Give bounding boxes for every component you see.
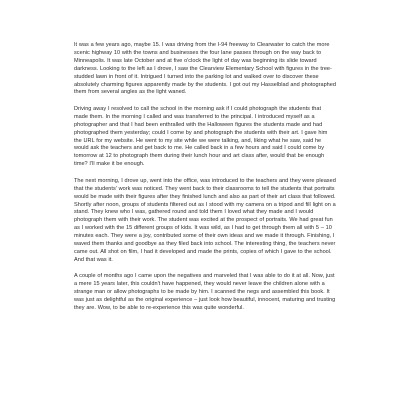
text-column [74, 42, 336, 321]
paragraph-4: A couple of months ago I came upon the negatives and marveled that I was able to do it at all. Now, just a mere 15 years later, this couldn't have happened, they would never leave the children alone with a strange man or allow photographs to be made by him. I scanned the negs and assembled this book. It was just as delightful as the original experience – just look how beautiful, innocent, maturing and trusting they are. Wow, to be able to re-experience this was quite wonderful. [74, 273, 336, 311]
paragraph-2: Driving away I resolved to call the school in the morning ask if I could photograph the students that made them. In the morning I called and was transferred to the principal. I introduced myself as a photographer and that I had been enthralled with the Halloween figures the students made and had photographed them yesterday; could I come by and photograph the students with their art. I gave him the URL for my website. He went to my site while we were talking, and, liking what he saw, said he would ask the teachers and get back to me. He called back in a few hours and said I could come by tomorrow at 12 to photograph them during their lunch hour and art class after, would that be enough time? I'll make it be enough. [74, 105, 328, 168]
paragraph-3: The next morning, I drove up, went into the office, was introduced to the teachers and they were pleased that the students' work was noticed. They went back to their classrooms to tell the students that portraits would be made with their figures after they finished lunch and also as part of their art class that followed. Shortly after noon, groups of students filtered out as I stood with my camera on a tripod and fill light on a stand. They knew who I was, gathered round and told them I loved what they made and I would photograph them with their work. The student was excited at the prospect of portraits. We had great fun as I worked with the 15 different groups of kids. It was wild, as I had to get through them all with 5 – 10 minutes each. They were a joy, contributed some of their own ideas and we made it through. Finishing, I waved them thanks and goodbye as they filed back into school. The interesting thing, the teachers never came out. All shot on film, I had it developed and made the prints, copies of which I gave to the school. And that was it. [74, 177, 336, 263]
paragraph-1: It was a few years ago, maybe 15. I was driving from the I-94 freeway to Clearwater to catch the more scenic highway 10 with the towns and businesses the four lane passes through on the way back to Minneapolis. It was late October and at five o'clock the light of day was beginning its slide toward darkness. Looking to the left as I drove, I saw the Clearview Elementary School with figures in the tree-studded lawn in front of it. Intrigued I turned into the parking lot and walked over to discover these absolutely charming figures apparently made by the students. I got out my Hasselblad and photographed them from several angles as the light waned. [74, 42, 336, 96]
